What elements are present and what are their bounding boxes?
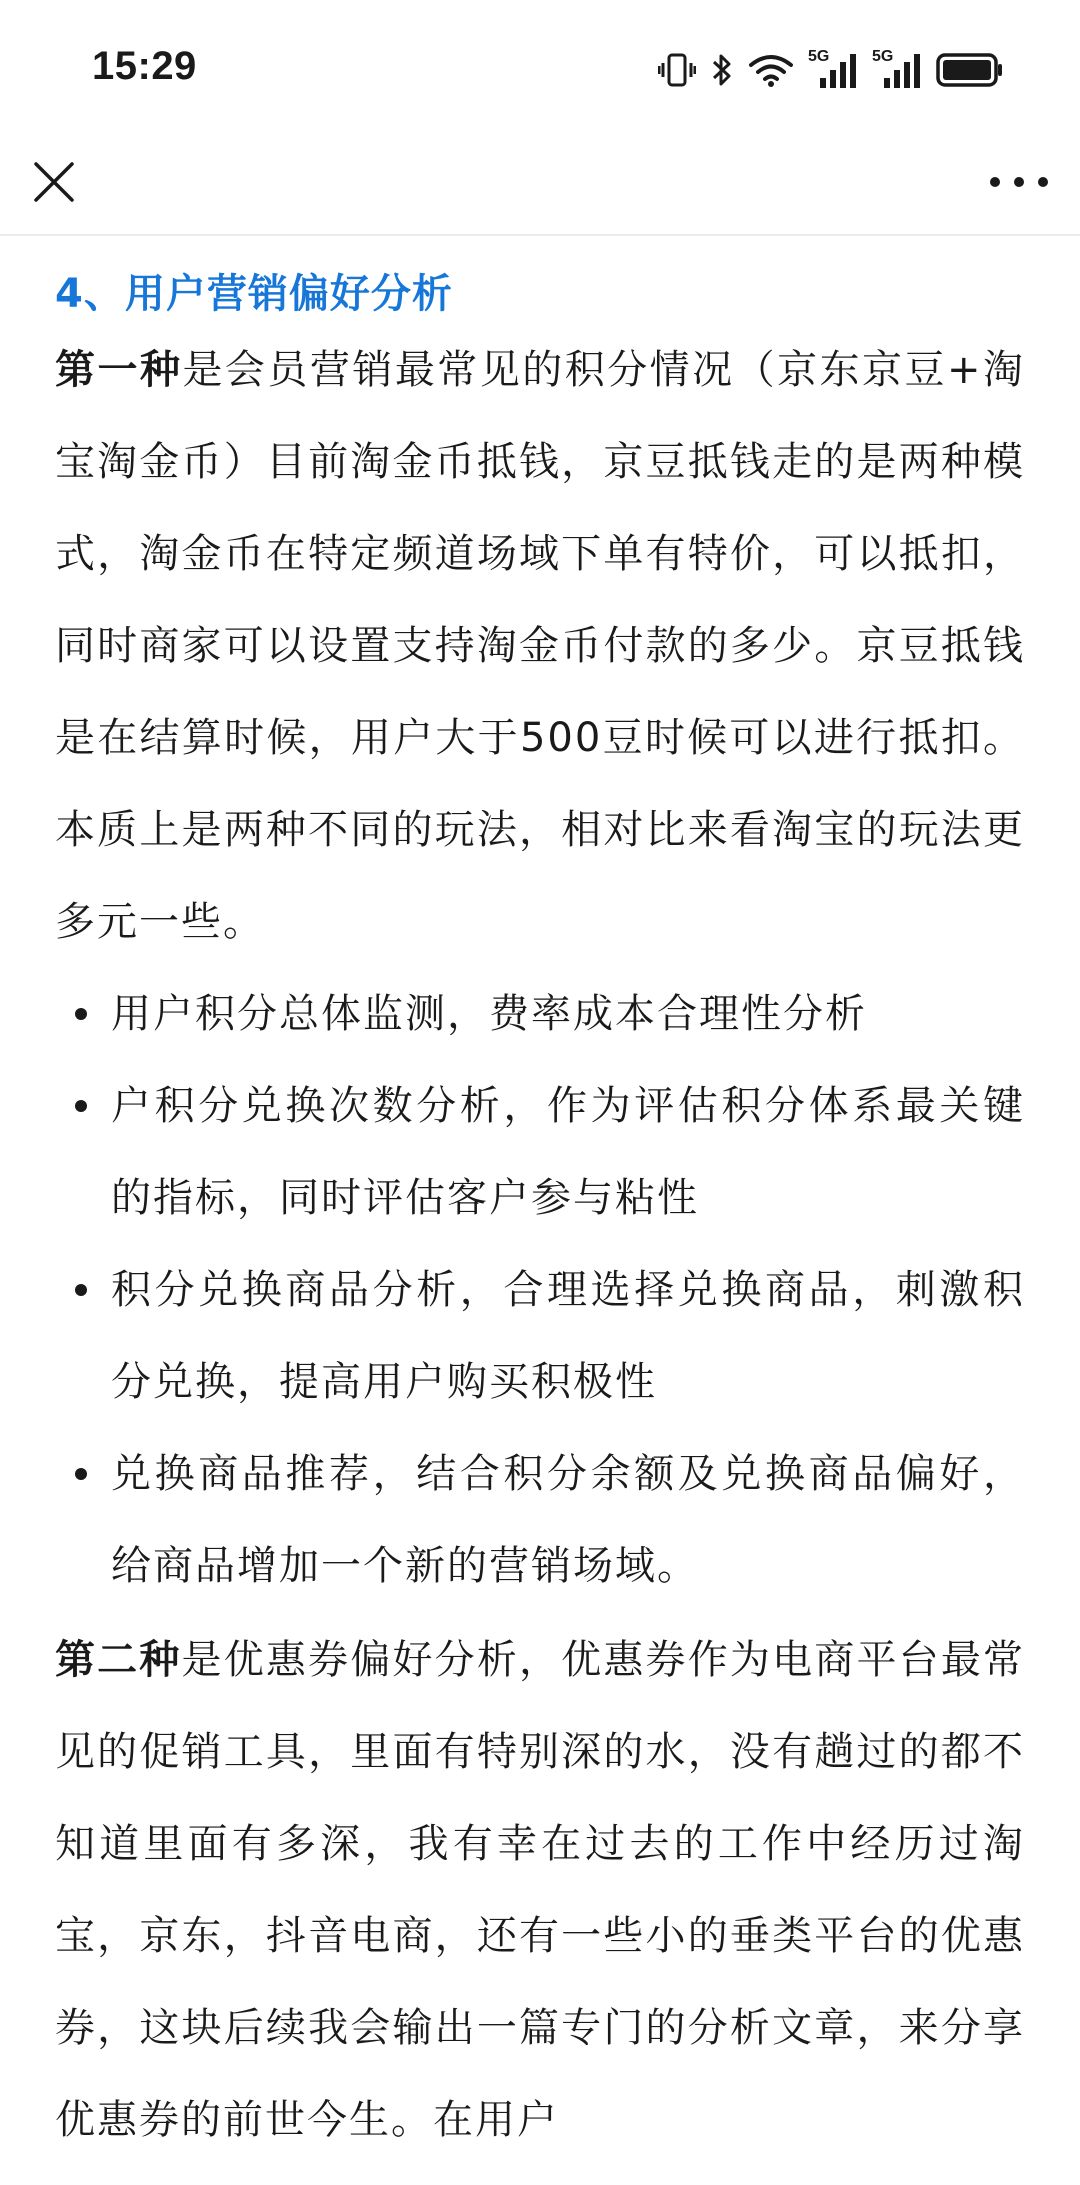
signal-1: [808, 50, 858, 90]
section-heading: 4、用户营销偏好分析: [55, 271, 453, 317]
paragraph-1-lead: 第一种: [55, 347, 183, 393]
status-bar: [0, 0, 1080, 140]
battery-icon: [936, 52, 1004, 88]
paragraph-1: [55, 324, 1025, 968]
network-label-1: 5G: [808, 48, 830, 65]
list-item-text: 兑换商品推荐，结合积分余额及兑换商品偏好，给商品增加一个新的营销场域。: [111, 1451, 1025, 1589]
list-item-text: 用户积分总体监测，费率成本合理性分析: [111, 991, 867, 1037]
paragraph-2-lead: 第二种: [55, 1637, 182, 1683]
bullet-dot: [75, 1468, 87, 1480]
more-icon[interactable]: [988, 158, 1050, 206]
wifi-icon: [748, 51, 794, 89]
paragraph-1-text: 是会员营销最常见的积分情况（京东京豆+淘宝淘金币）目前淘金币抵钱，京豆抵钱走的是两种模式，淘金币在特定频道场域下单有特价，可以抵扣，同时商家可以设置支持淘金币付款的多少。京豆抵钱是在结算时候，用户大于500豆时候可以进行抵扣。本质上是两种不同的玩法，相对比来看淘宝的玩法更多元一些。: [55, 347, 1026, 945]
signal-icon: [808, 50, 858, 90]
bluetooth-icon: [710, 51, 734, 89]
paragraph-2-text: 是优惠券偏好分析，优惠券作为电商平台最常见的促销工具，里面有特别深的水，没有趟过的都不知道里面有多深，我有幸在过去的工作中经历过淘宝，京东，抖音电商，还有一些小的垂类平台的优惠券，这块后续我会输出一篇专门的分析文章，来分享优惠券的前世今生。在用户: [55, 1637, 1026, 2143]
paragraph-2: [55, 1614, 1025, 2166]
vibrate-icon: [658, 51, 696, 89]
status-icons: [658, 48, 1004, 92]
signal-2: [872, 50, 922, 90]
bullet-dot: [75, 1100, 87, 1112]
bullet-dot: [75, 1008, 87, 1020]
list-item-text: 户积分兑换次数分析，作为评估积分体系最关键的指标，同时评估客户参与粘性: [111, 1083, 1025, 1221]
signal-icon: [872, 50, 922, 90]
list-item: [55, 968, 1025, 1060]
article-content: [55, 236, 1025, 2166]
status-time: 15:29: [92, 44, 197, 88]
list-item: [55, 1060, 1025, 1244]
bullet-list: [55, 968, 1025, 1612]
network-label-2: 5G: [872, 48, 894, 65]
nav-bar: [0, 140, 1080, 236]
list-item: [55, 1244, 1025, 1428]
list-item-text: 积分兑换商品分析，合理选择兑换商品，刺激积分兑换，提高用户购买积极性: [111, 1267, 1025, 1405]
close-icon[interactable]: [30, 158, 78, 206]
list-item: [55, 1428, 1025, 1612]
bullet-dot: [75, 1284, 87, 1296]
